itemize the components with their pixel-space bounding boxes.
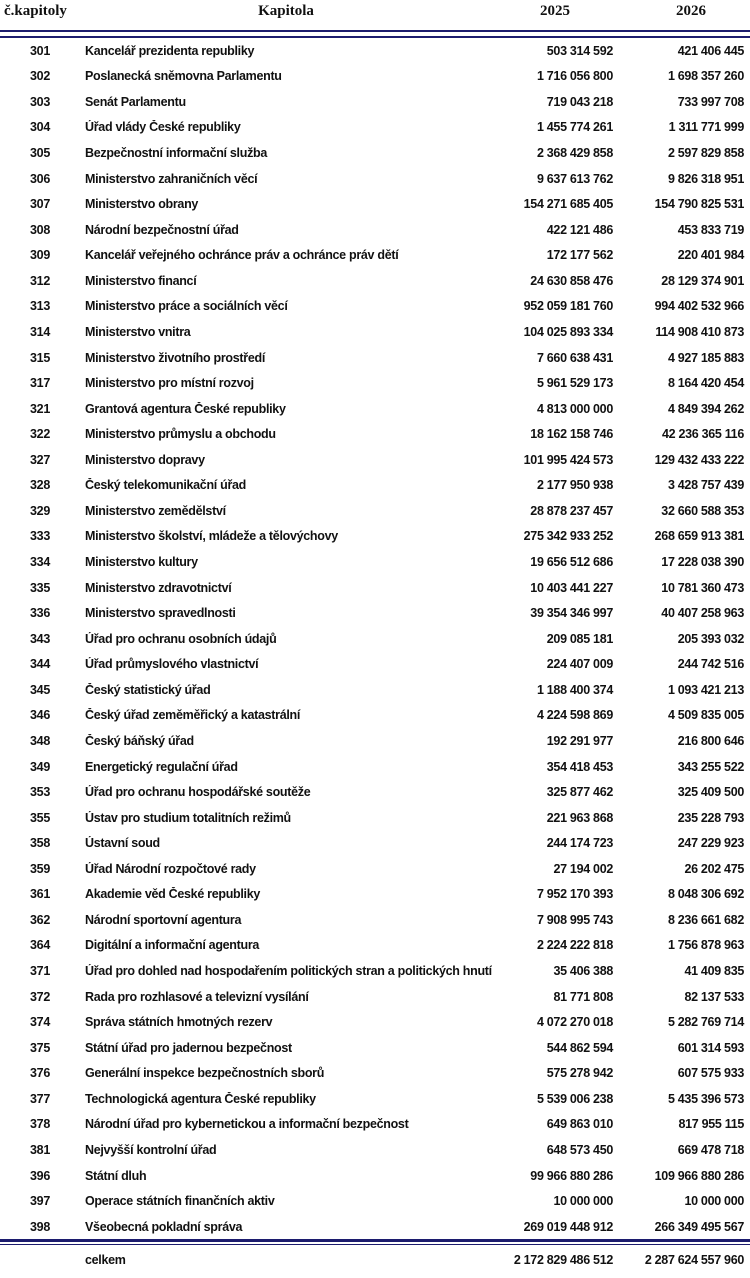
chapter-number: 358	[30, 836, 50, 851]
chapter-name: Ministerstvo zahraničních věcí	[85, 171, 258, 186]
value-2026: 114 908 410 873	[655, 324, 744, 339]
chapter-name: Ministerstvo vnitra	[85, 324, 191, 339]
chapter-number: 377	[30, 1091, 50, 1106]
chapter-number: 306	[30, 171, 50, 186]
chapter-name: Úřad pro ochranu hospodářské soutěže	[85, 785, 311, 800]
chapter-name: Ministerstvo spravedlnosti	[85, 606, 236, 621]
total-value-2026: 2 287 624 557 960	[644, 1253, 744, 1268]
value-2026: 2 597 829 858	[667, 146, 744, 161]
value-2025: 7 952 170 393	[536, 887, 613, 902]
value-2025: 719 043 218	[546, 94, 613, 109]
value-2026: 453 833 719	[677, 222, 744, 237]
chapter-name: Všeobecná pokladní správa	[85, 1219, 243, 1234]
value-2026: 129 432 433 222	[654, 452, 744, 467]
chapter-name: Digitální a informační agentura	[85, 938, 260, 953]
value-2025: 154 271 685 405	[523, 197, 613, 212]
value-2025: 28 878 237 457	[530, 503, 613, 518]
chapter-name: Úřad průmyslového vlastnictví	[85, 657, 259, 672]
table-row	[0, 1061, 750, 1087]
table-row	[0, 907, 750, 933]
value-2026: 4 509 835 005	[667, 708, 744, 723]
value-2025: 4 072 270 018	[536, 1015, 613, 1030]
table-row	[0, 830, 750, 856]
value-2026: 1 311 771 999	[668, 120, 744, 135]
table-row	[0, 473, 750, 499]
value-2025: 7 660 638 431	[536, 350, 613, 365]
chapter-name: Národní sportovní agentura	[85, 912, 242, 927]
chapter-number: 346	[30, 708, 50, 723]
chapter-number: 348	[30, 733, 50, 748]
value-2026: 266 349 495 567	[654, 1219, 744, 1234]
value-2025: 35 406 388	[553, 964, 613, 979]
table-row	[0, 396, 750, 422]
chapter-number: 397	[30, 1194, 50, 1209]
value-2025: 544 862 594	[546, 1040, 613, 1055]
value-2026: 26 202 475	[684, 861, 744, 876]
table-row	[0, 728, 750, 754]
chapter-number: 349	[30, 759, 50, 774]
value-2026: 41 409 835	[684, 964, 744, 979]
chapter-number: 327	[30, 452, 50, 467]
value-2026: 244 742 516	[677, 657, 744, 672]
table-row	[0, 217, 750, 243]
chapter-name: Ministerstvo financí	[85, 273, 197, 288]
chapter-number: 378	[30, 1117, 50, 1132]
header-separator-rule	[0, 30, 750, 38]
chapter-number: 303	[30, 94, 50, 109]
value-2026: 154 790 825 531	[654, 197, 744, 212]
chapter-number: 335	[30, 580, 50, 595]
table-row	[0, 447, 750, 473]
chapter-name: Úřad vlády České republiky	[85, 120, 241, 135]
table-row	[0, 1009, 750, 1035]
chapter-number: 355	[30, 810, 50, 825]
value-2026: 4 849 394 262	[667, 401, 744, 416]
value-2026: 82 137 533	[684, 989, 744, 1004]
header-chapter-name: Kapitola	[258, 3, 314, 19]
value-2026: 343 255 522	[677, 759, 744, 774]
chapter-name: Kancelář veřejného ochránce práv a ochránce práv dětí	[85, 248, 399, 263]
table-row	[0, 779, 750, 805]
value-2025: 952 059 181 760	[523, 299, 613, 314]
table-row	[0, 1086, 750, 1112]
value-2025: 354 418 453	[546, 759, 613, 774]
chapter-name: Ministerstvo dopravy	[85, 452, 205, 467]
value-2025: 9 637 613 762	[536, 171, 613, 186]
value-2026: 1 093 421 213	[667, 682, 744, 697]
table-row	[0, 677, 750, 703]
chapter-name: Grantová agentura České republiky	[85, 401, 286, 416]
value-2025: 4 224 598 869	[536, 708, 613, 723]
chapter-name: Ministerstvo školství, mládeže a tělovýchovy	[85, 529, 338, 544]
table-row	[0, 575, 750, 601]
chapter-name: Ministerstvo práce a sociálních věcí	[85, 299, 288, 314]
chapter-number: 336	[30, 606, 50, 621]
chapter-number: 334	[30, 555, 50, 570]
table-row	[0, 754, 750, 780]
value-2025: 2 177 950 938	[536, 478, 613, 493]
chapter-name: Ministerstvo průmyslu a obchodu	[85, 427, 276, 442]
value-2025: 221 963 868	[546, 810, 613, 825]
table-row	[0, 549, 750, 575]
chapter-name: Národní bezpečnostní úřad	[85, 222, 239, 237]
table-row	[0, 703, 750, 729]
chapter-name: Ministerstvo životního prostředí	[85, 350, 265, 365]
table-row	[0, 1163, 750, 1189]
value-2025: 1 716 056 800	[536, 69, 613, 84]
chapter-name: Rada pro rozhlasové a televizní vysílání	[85, 989, 309, 1004]
chapter-name: Správa státních hmotných rezerv	[85, 1015, 273, 1030]
chapter-number: 301	[30, 43, 50, 58]
chapter-name: Český báňský úřad	[85, 733, 194, 748]
chapter-number: 344	[30, 657, 50, 672]
table-row	[0, 294, 750, 320]
table-row	[0, 498, 750, 524]
value-2026: 10 000 000	[684, 1194, 744, 1209]
value-2026: 1 698 357 260	[667, 69, 744, 84]
value-2025: 209 085 181	[546, 631, 613, 646]
total-label: celkem	[85, 1253, 126, 1268]
table-body	[0, 38, 750, 1239]
chapter-number: 312	[30, 273, 50, 288]
value-2026: 17 228 038 390	[661, 555, 744, 570]
chapter-number: 361	[30, 887, 50, 902]
chapter-number: 375	[30, 1040, 50, 1055]
chapter-name: Energetický regulační úřad	[85, 759, 238, 774]
table-row	[0, 1035, 750, 1061]
value-2025: 1 455 774 261	[536, 120, 613, 135]
chapter-number: 315	[30, 350, 50, 365]
chapter-number: 381	[30, 1142, 50, 1157]
chapter-name: Bezpečnostní informační služba	[85, 146, 268, 161]
value-2026: 10 781 360 473	[661, 580, 744, 595]
table-row	[0, 191, 750, 217]
chapter-number: 313	[30, 299, 50, 314]
chapter-number: 307	[30, 197, 50, 212]
chapter-number: 322	[30, 427, 50, 442]
value-2026: 109 966 880 286	[654, 1168, 744, 1183]
header-chapter-number: č.kapitoly	[4, 3, 67, 19]
value-2025: 575 278 942	[546, 1066, 613, 1081]
chapter-name: Státní dluh	[85, 1168, 147, 1183]
value-2026: 994 402 532 966	[654, 299, 744, 314]
table-row	[0, 524, 750, 550]
chapter-name: Ministerstvo zemědělství	[85, 503, 226, 518]
value-2025: 275 342 933 252	[523, 529, 613, 544]
table-row	[0, 805, 750, 831]
value-2025: 7 908 995 743	[536, 912, 613, 927]
value-2026: 733 997 708	[677, 94, 744, 109]
value-2026: 3 428 757 439	[667, 478, 744, 493]
table-row	[0, 140, 750, 166]
table-row	[0, 600, 750, 626]
value-2025: 19 656 512 686	[530, 555, 613, 570]
header-year-2026: 2026	[676, 3, 706, 19]
value-2025: 649 863 010	[546, 1117, 613, 1132]
value-2026: 268 659 913 381	[654, 529, 744, 544]
table-row	[0, 984, 750, 1010]
chapter-number: 304	[30, 120, 50, 135]
table-header-row	[0, 0, 750, 30]
value-2025: 101 995 424 573	[523, 452, 613, 467]
table-row	[0, 268, 750, 294]
value-2025: 5 961 529 173	[536, 376, 613, 391]
value-2025: 224 407 009	[546, 657, 613, 672]
value-2026: 216 800 646	[677, 733, 744, 748]
chapter-name: Úřad pro dohled nad hospodařením politických stran a politických hnutí	[85, 964, 492, 979]
value-2025: 99 966 880 286	[530, 1168, 613, 1183]
value-2025: 27 194 002	[553, 861, 613, 876]
chapter-name: Nejvyšší kontrolní úřad	[85, 1142, 217, 1157]
value-2025: 422 121 486	[546, 222, 613, 237]
table-row	[0, 652, 750, 678]
chapter-name: Operace státních finančních aktiv	[85, 1194, 275, 1209]
chapter-name: Generální inspekce bezpečnostních sborů	[85, 1066, 325, 1081]
chapter-number: 396	[30, 1168, 50, 1183]
value-2026: 5 435 396 573	[667, 1091, 744, 1106]
table-row	[0, 115, 750, 141]
chapter-number: 343	[30, 631, 50, 646]
table-row	[0, 89, 750, 115]
table-row	[0, 626, 750, 652]
value-2025: 18 162 158 746	[530, 427, 613, 442]
value-2026: 205 393 032	[677, 631, 744, 646]
table-row	[0, 1214, 750, 1240]
table-row	[0, 958, 750, 984]
value-2026: 325 409 500	[677, 785, 744, 800]
chapter-name: Úřad Národní rozpočtové rady	[85, 861, 256, 876]
table-row	[0, 1137, 750, 1163]
value-2026: 9 826 318 951	[667, 171, 744, 186]
chapter-number: 376	[30, 1066, 50, 1081]
header-year-2025: 2025	[540, 3, 570, 19]
chapter-name: Senát Parlamentu	[85, 94, 186, 109]
chapter-name: Technologická agentura České republiky	[85, 1091, 316, 1106]
value-2026: 8 236 661 682	[667, 912, 744, 927]
table-row	[0, 166, 750, 192]
total-value-2025: 2 172 829 486 512	[513, 1253, 613, 1268]
chapter-number: 317	[30, 376, 50, 391]
chapter-name: Ústav pro studium totalitních režimů	[85, 810, 291, 825]
chapter-number: 398	[30, 1219, 50, 1234]
chapter-name: Kancelář prezidenta republiky	[85, 43, 255, 58]
value-2025: 4 813 000 000	[536, 401, 613, 416]
value-2026: 607 575 933	[677, 1066, 744, 1081]
table-row	[0, 345, 750, 371]
table-row	[0, 64, 750, 90]
chapter-number: 362	[30, 912, 50, 927]
value-2026: 42 236 365 116	[661, 427, 744, 442]
table-row	[0, 1112, 750, 1138]
chapter-name: Národní úřad pro kybernetickou a informační bezpečnost	[85, 1117, 409, 1132]
chapter-number: 305	[30, 146, 50, 161]
chapter-number: 345	[30, 682, 50, 697]
value-2026: 8 048 306 692	[667, 887, 744, 902]
chapter-name: Český statistický úřad	[85, 682, 211, 697]
value-2026: 220 401 984	[677, 248, 744, 263]
value-2026: 247 229 923	[677, 836, 744, 851]
value-2026: 40 407 258 963	[661, 606, 744, 621]
chapter-name: Státní úřad pro jadernou bezpečnost	[85, 1040, 292, 1055]
value-2025: 81 771 808	[553, 989, 613, 1004]
chapter-number: 308	[30, 222, 50, 237]
value-2025: 2 224 222 818	[536, 938, 613, 953]
table-row	[0, 421, 750, 447]
value-2025: 1 188 400 374	[536, 682, 613, 697]
chapter-number: 302	[30, 69, 50, 84]
value-2025: 24 630 858 476	[530, 273, 613, 288]
value-2026: 669 478 718	[677, 1142, 744, 1157]
value-2025: 10 403 441 227	[530, 580, 613, 595]
chapter-number: 314	[30, 324, 50, 339]
chapter-name: Poslanecká sněmovna Parlamentu	[85, 69, 282, 84]
chapter-name: Ministerstvo obrany	[85, 197, 199, 212]
chapter-number: 333	[30, 529, 50, 544]
value-2025: 192 291 977	[546, 733, 613, 748]
value-2026: 5 282 769 714	[667, 1015, 744, 1030]
value-2026: 32 660 588 353	[661, 503, 744, 518]
value-2025: 244 174 723	[546, 836, 613, 851]
chapter-name: Český úřad zeměměřický a katastrální	[85, 708, 301, 723]
value-2025: 325 877 462	[546, 785, 613, 800]
value-2026: 601 314 593	[677, 1040, 744, 1055]
table-row	[0, 370, 750, 396]
chapter-number: 329	[30, 503, 50, 518]
chapter-number: 328	[30, 478, 50, 493]
value-2026: 4 927 185 883	[667, 350, 744, 365]
chapter-name: Ministerstvo zdravotnictví	[85, 580, 232, 595]
chapter-number: 309	[30, 248, 50, 263]
value-2025: 104 025 893 334	[523, 324, 613, 339]
chapter-number: 353	[30, 785, 50, 800]
value-2025: 39 354 346 997	[530, 606, 613, 621]
chapter-number: 359	[30, 861, 50, 876]
value-2026: 817 955 115	[678, 1117, 744, 1132]
chapter-name: Akademie věd České republiky	[85, 887, 261, 902]
chapter-number: 372	[30, 989, 50, 1004]
value-2025: 269 019 448 912	[523, 1219, 613, 1234]
total-row	[0, 1245, 750, 1275]
table-row	[0, 1188, 750, 1214]
chapter-number: 371	[30, 964, 50, 979]
chapter-name: Ministerstvo pro místní rozvoj	[85, 376, 254, 391]
value-2026: 235 228 793	[677, 810, 744, 825]
value-2026: 421 406 445	[677, 43, 744, 58]
value-2025: 172 177 562	[546, 248, 613, 263]
table-row	[0, 882, 750, 908]
chapter-number: 374	[30, 1015, 50, 1030]
chapter-number: 321	[30, 401, 50, 416]
value-2025: 503 314 592	[546, 43, 613, 58]
table-row	[0, 933, 750, 959]
table-row	[0, 856, 750, 882]
table-row	[0, 38, 750, 64]
table-row	[0, 319, 750, 345]
chapter-number: 364	[30, 938, 50, 953]
chapter-name: Úřad pro ochranu osobních údajů	[85, 631, 277, 646]
value-2025: 2 368 429 858	[536, 146, 613, 161]
chapter-name: Ústavní soud	[85, 836, 160, 851]
value-2026: 1 756 878 963	[667, 938, 744, 953]
value-2025: 10 000 000	[553, 1194, 613, 1209]
value-2025: 5 539 006 238	[536, 1091, 613, 1106]
value-2026: 28 129 374 901	[661, 273, 744, 288]
chapter-name: Ministerstvo kultury	[85, 555, 198, 570]
table-row	[0, 243, 750, 269]
chapter-name: Český telekomunikační úřad	[85, 478, 247, 493]
value-2025: 648 573 450	[546, 1142, 613, 1157]
value-2026: 8 164 420 454	[667, 376, 744, 391]
